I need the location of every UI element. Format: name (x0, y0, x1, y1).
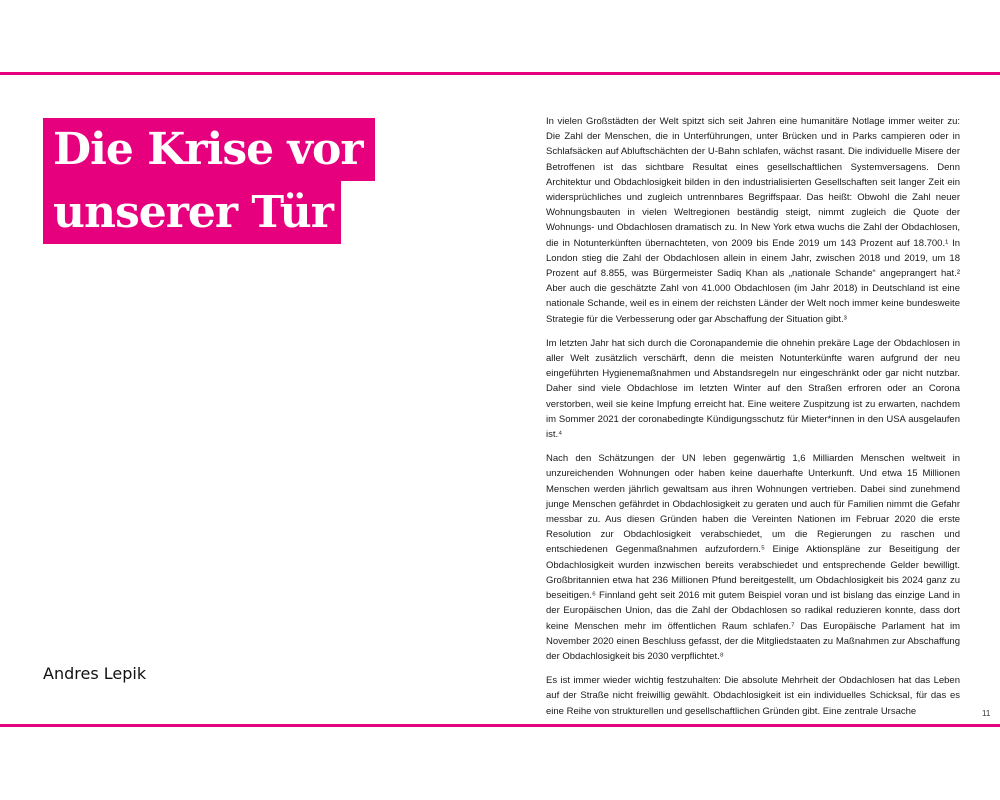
paragraph: Es ist immer wieder wichtig festzuhalten: Die absolute Mehrheit der Obdachlosen hat das Leben auf der Straße nicht freiwillig gewählt. Obdachlosigkeit ist ein individuelles Schicksal, für das es eine Reihe von strukturellen und gesellschaftlichen Gründen gibt. Eine zentrale Ursache (546, 675, 960, 717)
article-body (546, 114, 960, 728)
paragraph: Nach den Schätzungen der UN leben gegenwärtig 1,6 Milliarden Menschen weltweit in unzureichenden Wohnungen oder haben keine dauerhafte Unterkunft. Und etwa 15 Millionen Menschen werden jährlich gewaltsam aus ihren Wohnungen vertrieben. Dabei sind zunehmend junge Menschen gefährdet in Obdachlosigkeit zu geraten und auch für Familien nimmt die Gefahr messbar zu. Aus diesen Gründen haben die Vereinten Nationen im Februar 2020 die erste Resolution zur Obdachlosigkeit verabschiedet, um die Regierungen zu raschen und entschiedenen Gegenmaßnahmen aufzufordern.⁵ Einige Aktionspläne zur Beseitigung der Obdachlosigkeit wurden inzwischen bereits verabschiedet und entsprechende Gelder bewilligt. Großbritannien etwa hat 236 Millionen Pfund bereitgestellt, um Obdachlosigkeit bis 2024 ganz zu beseitigen.⁶ Finnland geht seit 2016 mit gutem Beispiel voran und ist bislang das einzige Land in der Europäischen Union, das die Zahl der Obdachlosen so radikal reduzieren konnte, dass dort keine Menschen mehr im öffentlichen Raum schlafen.⁷ Das Europäische Parlament hat im November 2020 einen Beschluss gefasst, der die Mitgliedstaaten zu Maßnahmen zur Abschaffung der Obdachlosigkeit bis 2030 verpflichtet.⁸ (546, 453, 960, 662)
title-line-1: Die Krise vor (43, 118, 375, 181)
paragraph: Im letzten Jahr hat sich durch die Coronapandemie die ohnehin prekäre Lage der Obdachlosen in aller Welt zusätzlich verschärft, denn die meisten Notunterkünfte waren aufgrund der neu eingeführten Hygienemaßnahmen und Abstandsregeln nur eingeschränkt oder gar nicht nutzbar. Daher sind viele Obdachlose im letzten Winter auf den Straßen erfroren oder an Corona verstorben, weil sie keine Impfung erreicht hat. Eine weitere Zuspitzung ist zu erwarten, nachdem im Sommer 2021 der coronabedingte Kündigungsschutz für Mieter*innen in den USA ausgelaufen ist.⁴ (546, 337, 960, 441)
bottom-rule (0, 724, 1000, 727)
page-number: 11 (982, 709, 991, 718)
top-rule (0, 72, 1000, 75)
paragraph: In vielen Großstädten der Welt spitzt sich seit Jahren eine humanitäre Notlage immer weiter zu: Die Zahl der Menschen, die in Unterführungen, unter Brücken und in Parks campieren oder in Schlafsäcken auf Abluftschächten der U-Bahn schlafen, wächst rasant. Die individuelle Misere der Betroffenen ist das sichtbare Resultat eines gesellschaftlichen Systemversagens. Denn Architektur und Obdachlosigkeit bilden in den industrialisierten Gesellschaften seit langer Zeit ein widersprüchliches und zugleich untrennbares Begriffspaar. Das heißt: Obwohl die Zahl neuer Wohnungsbauten in vielen Weltregionen beständig steigt, nimmt zugleich die Quote der Wohnungs- und Obdachlosen dramatisch zu. In New York etwa wuchs die Zahl der Obdachlosen, die in Notunterkünften übernachteten, von 2009 bis Ende 2019 um 143 Prozent auf 18.700.¹ In London stieg die Zahl der Obdachlosen allein in einem Jahr, zwischen 2018 und 2019, um 18 Prozent auf 8.855, was Bürgermeister Sadiq Khan als „nationale Schande“ angeprangert hat.² Aber auch die geschätzte Zahl von 41.000 Obdachlosen (im Jahr 2018) in Deutschland ist eine nationale Schande, weil es in einem der reichsten Länder der Welt noch immer keine bundesweite Strategie für die Verbesserung oder gar Abschaffung der Situation gibt.³ (546, 116, 960, 325)
title-line-2: unserer Tür (43, 181, 341, 244)
author-name: Andres Lepik (43, 664, 147, 683)
